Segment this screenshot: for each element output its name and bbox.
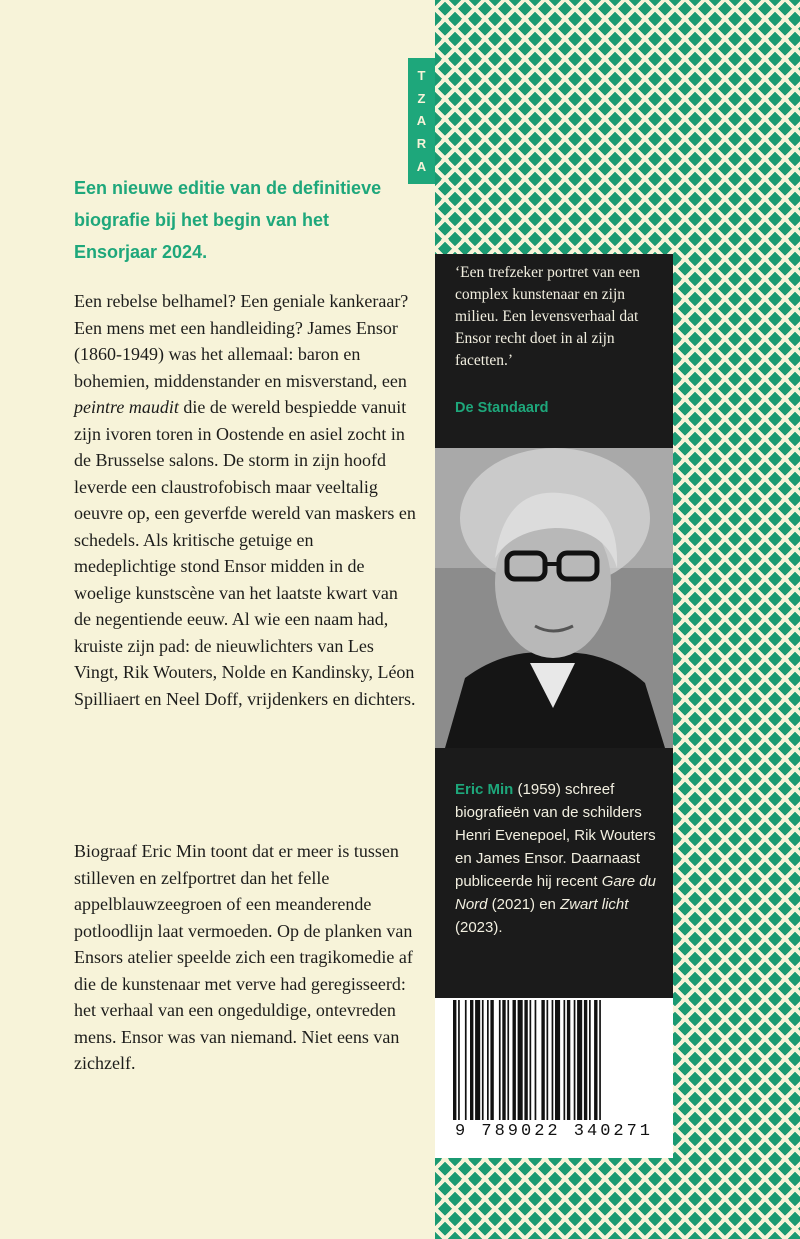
barcode-bar: [577, 1000, 582, 1120]
barcode-bar: [535, 1000, 537, 1120]
barcode-bar: [475, 1000, 480, 1120]
barcode-bar: [594, 1000, 597, 1120]
barcode-bar: [502, 1000, 505, 1120]
barcode-bar: [470, 1000, 473, 1120]
barcode-bar: [574, 1000, 576, 1120]
barcode-bar: [499, 1000, 501, 1120]
logo-letter: Z: [417, 90, 426, 106]
blurb-paragraph-1: [74, 288, 419, 712]
barcode-bar: [458, 1000, 460, 1120]
blurb-paragraph-2: Biograaf Eric Min toont dat er meer is tussen stilleven en zelfportret dan het felle appelblauwzeegroen of een meanderende potloodlijn laat vermoeden. Op de planken van Ensors atelier speelde zich een tragikomedie af die de kunstenaar met verve had geregisseerd: het verhaal van een ongeduldige, ontevreden mens. Ensor was van niemand. Niet eens van zichzelf.: [74, 841, 413, 1073]
author-panel: [435, 254, 673, 998]
logo-letter: R: [416, 136, 427, 152]
barcode-bar: [599, 1000, 601, 1120]
barcode: [435, 998, 673, 1158]
author-photo: [435, 448, 673, 748]
book-title: Zwart licht: [560, 896, 629, 913]
author-portrait: [435, 448, 673, 748]
barcode-bar: [524, 1000, 527, 1120]
barcode-bar: [555, 1000, 560, 1120]
review-source: De Standaard: [455, 400, 549, 416]
barcode-bar: [567, 1000, 570, 1120]
bio-text: (2023).: [455, 919, 503, 936]
barcode-bar: [547, 1000, 549, 1120]
blurb-text: die de wereld bespiedde vanuit zijn ivoren toren in Oostende en asiel zocht in de Brusselse salons. De storm in zijn hoofd leverde een claustrofobisch maar veeltalig oeuvre op, een geverfde wereld van maskers en schedels. Als kritische getuige en medeplichtige stond Ensor midden in de woelige kunstscène van het laatste kwart van de negentiende eeuw. Al wie een naam had, kruiste zijn pad: de nieuwlichters van Les Vingt, Rik Wouters, Nolde en Kandinsky, Léon Spilliaert en Neel Doff, vrijdenkers en dichters.: [74, 397, 416, 709]
blurb-italic: peintre maudit: [74, 397, 179, 417]
barcode-bar: [518, 1000, 523, 1120]
barcode-bar: [589, 1000, 591, 1120]
barcode-bar: [541, 1000, 544, 1120]
barcode-bar: [453, 1000, 456, 1120]
logo-letter: A: [416, 113, 427, 129]
bio-text: (2021) en: [487, 896, 561, 913]
author-name: Eric Min: [455, 781, 514, 798]
logo-letter: A: [416, 159, 427, 175]
book-title: Gare du Nord: [455, 873, 656, 913]
barcode-bar: [490, 1000, 493, 1120]
barcode-bar: [513, 1000, 516, 1120]
publisher-logo: [408, 58, 435, 184]
logo-letter: T: [417, 67, 426, 83]
barcode-bars: [453, 1000, 655, 1120]
barcode-bar: [564, 1000, 566, 1120]
isbn-number: 9 789022 340271: [454, 1122, 654, 1141]
blurb-text: Een rebelse belhamel? Een geniale kankeraar? Een mens met een handleiding? James Ensor (1860-1949) was het allemaal: baron en bohemien, middenstander en misverstand, een: [74, 291, 409, 391]
barcode-bar: [552, 1000, 554, 1120]
barcode-bar: [507, 1000, 509, 1120]
barcode-bar: [530, 1000, 532, 1120]
barcode-bar: [584, 1000, 587, 1120]
author-bio: [455, 778, 669, 939]
barcode-bar: [482, 1000, 484, 1120]
lead-text: Een nieuwe editie van de definitieve biografie bij het begin van het Ensorjaar 2024.: [74, 178, 382, 262]
review-quote: ‘Een trefzeker portret van een complex kunstenaar en zijn milieu. Een levensverhaal dat Ensor recht doet in al zijn facetten.’: [455, 264, 641, 369]
barcode-bar: [487, 1000, 489, 1120]
bio-text: (1959) schreef biografieën van de schilders Henri Evenepoel, Rik Wouters en James Ensor. Daarnaast publiceerde hij recent: [455, 781, 656, 890]
barcode-bar: [465, 1000, 467, 1120]
